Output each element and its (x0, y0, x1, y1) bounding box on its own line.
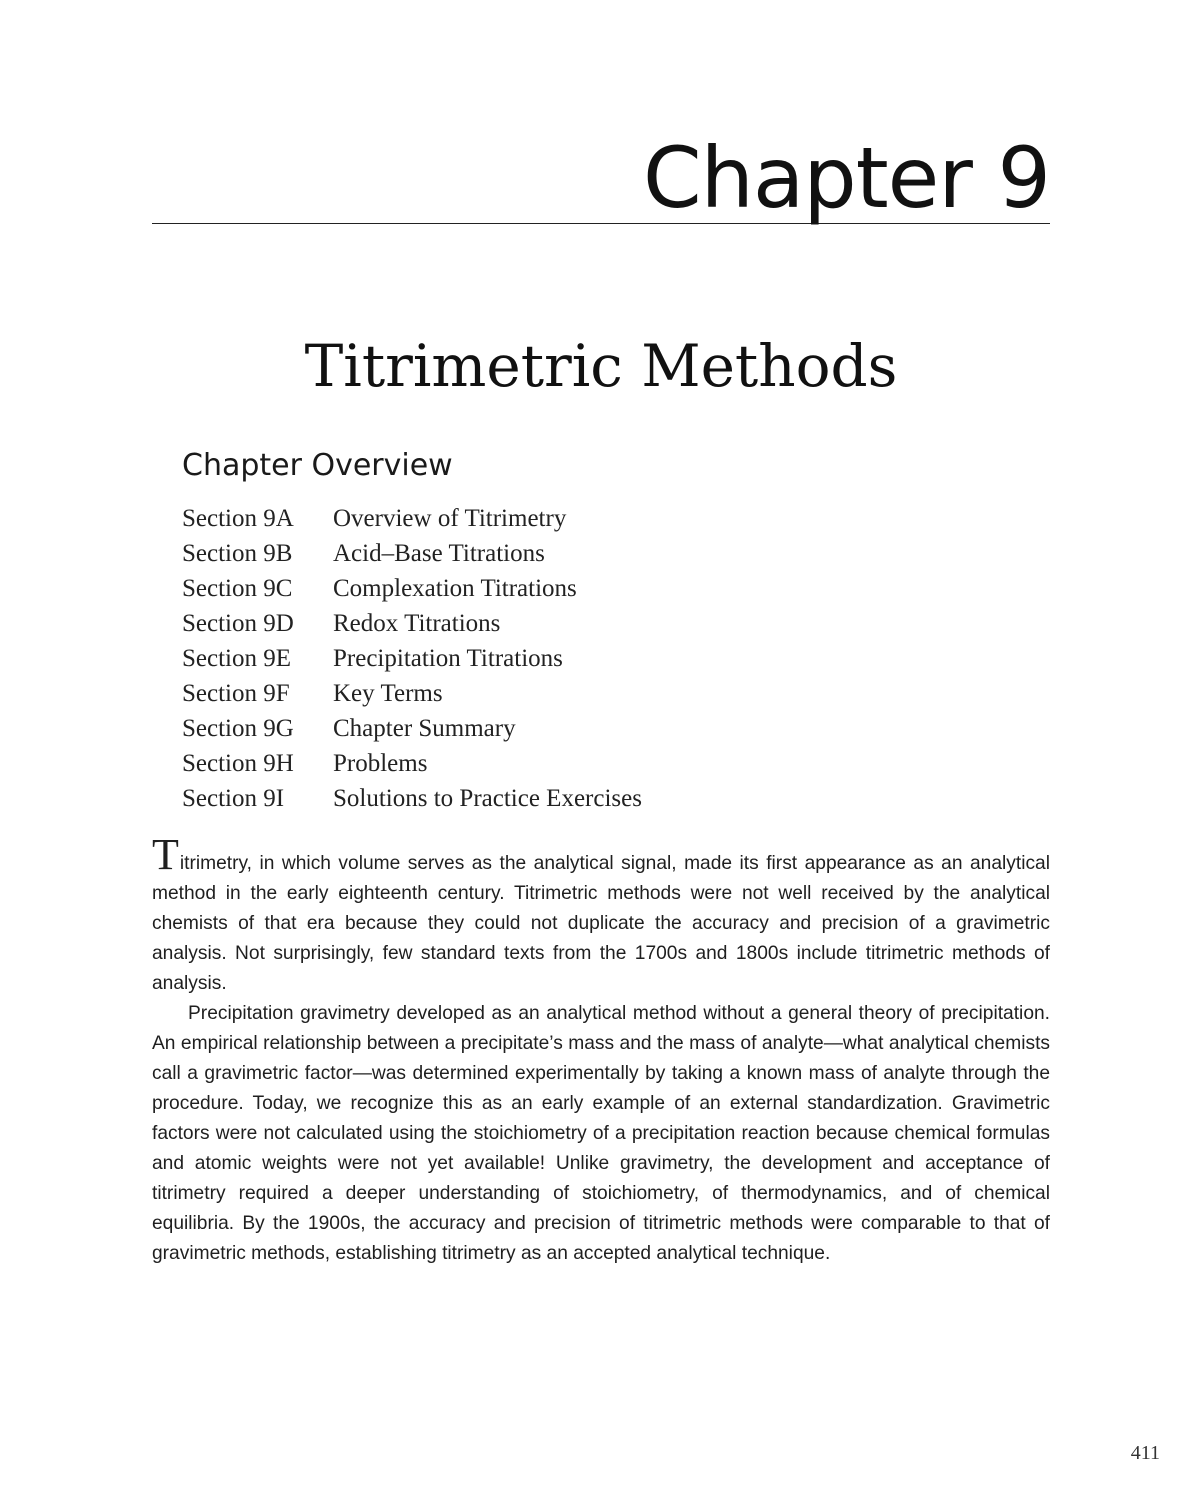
section-title: Solutions to Practice Exercises (333, 785, 642, 812)
section-code: Section 9I (182, 785, 285, 812)
chapter-number: Chapter 9 (643, 129, 1050, 227)
section-code: Section 9A (182, 505, 294, 532)
section-title: Precipitation Titrations (333, 645, 563, 672)
chapter-overview-heading: Chapter Overview (182, 448, 453, 483)
intro-paragraph-1-text: itrimetry, in which volume serves as the analytical signal, made its first appearance as an analytical method in the early eighteenth century. Titrimetric methods were not well received by the analytical chemists of that era because they could not duplicate the accuracy and precision of a gravimetric analysis. Not surprisingly, few standard texts from the 1700s and 1800s include titrimetric methods of analysis. (152, 853, 1050, 994)
section-code: Section 9C (182, 575, 293, 602)
overview-item (182, 501, 642, 536)
section-title: Redox Titrations (333, 610, 501, 637)
section-code: Section 9D (182, 610, 294, 637)
section-title: Problems (333, 750, 428, 777)
chapter-header (152, 129, 1050, 227)
section-code: Section 9H (182, 750, 294, 777)
overview-item (182, 571, 642, 606)
intro-paragraph-1 (152, 830, 1050, 999)
overview-item (182, 711, 642, 746)
section-code: Section 9G (182, 715, 294, 742)
section-code: Section 9F (182, 680, 290, 707)
overview-item (182, 746, 642, 781)
overview-item (182, 781, 642, 816)
overview-item (182, 676, 642, 711)
overview-item (182, 536, 642, 571)
chapter-intro-text (152, 830, 1050, 1269)
intro-paragraph-2: Precipitation gravimetry developed as an analytical method without a general theory of precipitation. An empirical relationship between a precipitate’s mass and the mass of analyte—what analytical chemists call a gravimetric factor—was determined experimentally by taking a known mass of analyte through the procedure. Today, we recognize this as an early example of an external standardization. Gravimetric factors were not calculated using the stoichiometry of a precipitation reaction because chemical formulas and atomic weights were not yet available! Unlike gravimetry, the development and acceptance of titrimetry required a deeper understanding of stoichiometry, of thermodynamics, and of chemical equilibria. By the 1900s, the accuracy and precision of titrimetric methods were comparable to that of gravimetric methods, establishing titrimetry as an accepted analytical technique. (152, 1003, 1050, 1264)
section-code: Section 9E (182, 645, 292, 672)
section-title: Key Terms (333, 680, 443, 707)
section-title: Overview of Titrimetry (333, 505, 567, 532)
page-number: 411 (1130, 1442, 1160, 1464)
section-title: Acid–Base Titrations (333, 540, 545, 567)
chapter-title: Titrimetric Methods (304, 332, 898, 400)
section-code: Section 9B (182, 540, 293, 567)
section-title: Complexation Titrations (333, 575, 577, 602)
overview-item (182, 641, 642, 676)
overview-item (182, 606, 642, 641)
drop-cap: T (152, 830, 179, 879)
section-title: Chapter Summary (333, 715, 516, 742)
chapter-overview-list (182, 501, 642, 816)
